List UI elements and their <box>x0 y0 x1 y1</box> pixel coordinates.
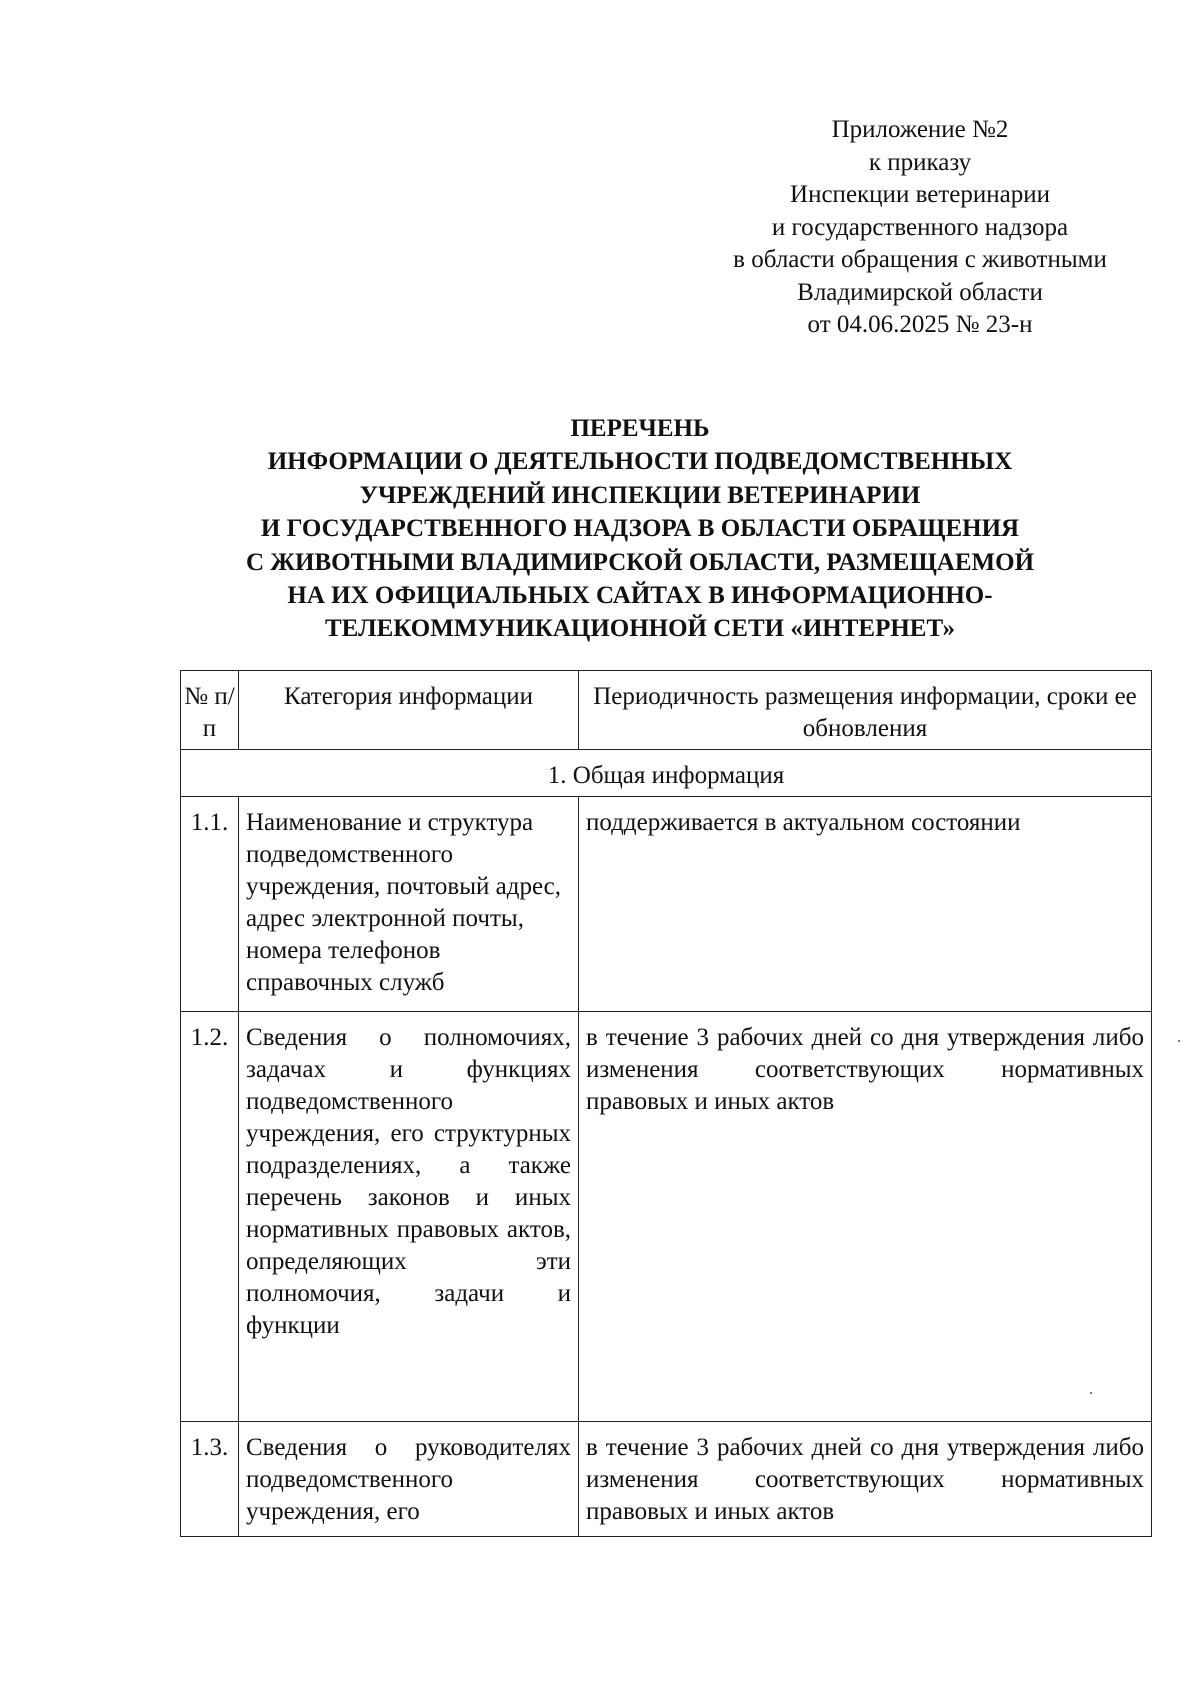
appendix-line: Инспекции ветеринарии <box>790 181 1050 208</box>
row-period: в течение 3 рабочих дней со дня утверждения либо изменения соответствующих нормативных правовых и иных актов <box>579 1012 1152 1422</box>
title-line: НА ИХ ОФИЦИАЛЬНЫХ САЙТАХ В ИНФОРМАЦИОННО- <box>287 582 993 610</box>
title-line: ТЕЛЕКОММУНИКАЦИОННОЙ СЕТИ «ИНТЕРНЕТ» <box>324 615 956 643</box>
row-category: Наименование и структура подведомственного учреждения, почтовый адрес, адрес электронной почты, номера телефонов справочных служб <box>239 797 579 1012</box>
information-table <box>180 670 1152 1537</box>
appendix-line: Приложение №2 <box>831 116 1009 143</box>
table-header-row <box>181 671 1152 750</box>
appendix-line: к приказу <box>868 148 972 176</box>
appendix-line: Владимирской области <box>797 278 1043 306</box>
document-title <box>180 412 1100 646</box>
scan-speck <box>1178 1040 1180 1042</box>
title-line: С ЖИВОТНЫМИ ВЛАДИМИРСКОЙ ОБЛАСТИ, РАЗМЕЩАЕМОЙ <box>245 548 1035 576</box>
title-line: И ГОСУДАРСТВЕННОГО НАДЗОРА В ОБЛАСТИ ОБРАЩЕНИЯ <box>260 515 1020 543</box>
title-line: УЧРЕЖДЕНИЙ ИНСПЕКЦИИ ВЕТЕРИНАРИИ <box>359 481 921 509</box>
table-row <box>181 1012 1152 1422</box>
row-category: Сведения о руководителях подведомственного учреждения, его <box>239 1422 579 1537</box>
appendix-line: от 04.06.2025 № 23-н <box>807 311 1033 338</box>
scan-speck <box>1090 1392 1092 1394</box>
appendix-line: в области обращения с животными <box>733 246 1107 273</box>
section-title: 1. Общая информация <box>181 750 1152 797</box>
row-period: поддерживается в актуальном состоянии <box>579 797 1152 1012</box>
header-number: № п/п <box>181 671 239 750</box>
section-row <box>181 750 1152 797</box>
appendix-block <box>700 114 1140 342</box>
row-period: в течение 3 рабочих дней со дня утверждения либо изменения соответствующих нормативных правовых и иных актов <box>579 1422 1152 1537</box>
title-line: ИНФОРМАЦИИ О ДЕЯТЕЛЬНОСТИ ПОДВЕДОМСТВЕННЫХ <box>267 448 1013 476</box>
row-category: Сведения о полномочиях, задачах и функциях подведомственного учреждения, его структурных подразделениях, а также перечень законов и иных нормативных правовых актов, определяющих эти полномочия, задачи и функции <box>239 1012 579 1422</box>
row-number: 1.1. <box>181 797 239 1012</box>
header-category: Категория информации <box>239 671 579 750</box>
appendix-line: и государственного надзора <box>771 213 1069 241</box>
row-number: 1.3. <box>181 1422 239 1537</box>
row-number: 1.2. <box>181 1012 239 1422</box>
header-period: Периодичность размещения информации, сроки ее обновления <box>579 671 1152 750</box>
table-row <box>181 1422 1152 1537</box>
title-line: ПЕРЕЧЕНЬ <box>570 415 710 442</box>
table-row <box>181 797 1152 1012</box>
